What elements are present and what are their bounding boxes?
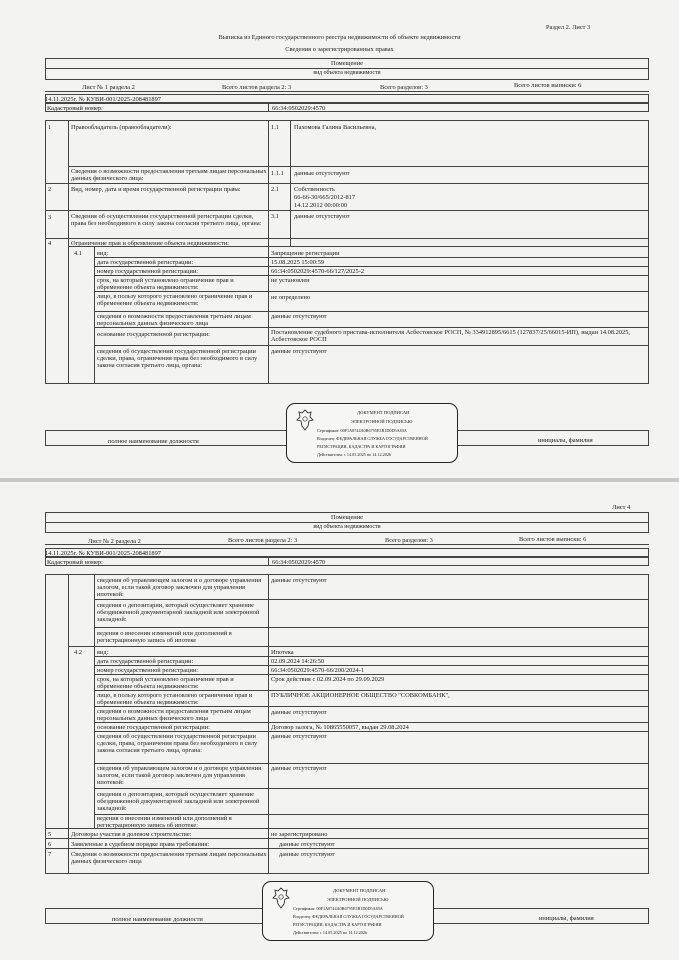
consent-value: данные отсутствуют — [271, 733, 327, 740]
sheets-in-section: Всего листов раздела 2: 3 — [222, 84, 292, 91]
row-5-value: не зарегистрировано — [271, 831, 328, 838]
term-value: Срок действия с 02.09.2024 по 29.09.2029 — [271, 676, 385, 683]
stamp-owner-cont: РЕГИСТРАЦИИ, КАДАСТРА И КАРТОГРАФИИ — [317, 444, 406, 449]
beneficiary-label: лицо, в пользу которого установлено ограничение прав и обременение объекта недвижимости: — [97, 293, 253, 307]
row-6-label: Заявленные в судебном порядке права требования: — [71, 841, 210, 848]
encumbrance-kind: Запрещение регистрации — [271, 250, 340, 257]
registration-number-label: номер государственной регистрации: — [97, 667, 199, 674]
beneficiary-value: ПУБЛИЧНОЕ АКЦИОНЕРНОЕ ОБЩЕСТВО "СОВКОМБАНК", — [271, 692, 450, 699]
row-2-label: Вид, номер, дата и время государственной регистрации права: — [71, 186, 241, 193]
e-signature-stamp — [262, 881, 434, 941]
row-4-label: Ограничение прав и обременение объекта недвижимости: — [71, 240, 230, 247]
row-2-subnumber: 2.1 — [271, 186, 279, 193]
row-1-1-subnumber: 1.1.1 — [271, 170, 284, 177]
object-kind: Помещение — [330, 514, 363, 521]
right-kind: Собственность — [294, 186, 335, 193]
term-label: срок, на который установлено ограничение прав и обременение объекта недвижимости: — [97, 277, 234, 291]
stamp-line-1: ДОКУМЕНТ ПОДПИСАН — [333, 888, 386, 893]
row-3-subnumber: 3.1 — [271, 213, 279, 220]
sheets-in-section: Всего листов раздела 2: 3 — [228, 537, 298, 544]
registration-date: 15.08.2025 15:00:59 — [271, 259, 325, 266]
beneficiary-label: лицо, в пользу которого установлено ограничение прав и обременение объекта недвижимости: — [97, 692, 253, 706]
coat-of-arms-icon — [271, 886, 291, 910]
depositary-label-2: сведения о депозитарии, который осуществляет хранение обездвиженной документарной закладной или электронной закладной: — [97, 791, 260, 812]
cadastral-label: Кадастровый номер: — [47, 105, 103, 112]
term-value: не установлен — [271, 277, 310, 284]
extract-page-sheet-4 — [0, 482, 679, 960]
e-signature-stamp — [286, 403, 458, 463]
signer-position: полное наименование должности — [112, 916, 203, 923]
consent-label: сведения об осуществлении государственной регистрации сделки, права, ограничения права без необходимого в силу закона согласия третьего лица, органа: — [97, 348, 258, 369]
sections-total: Всего разделов: 3 — [385, 537, 433, 544]
stamp-certificate: Сертификат: 00F1A8744A0B6795E5B1D0D5A83A — [317, 428, 407, 433]
basis-value: Договор залога, № 10865550057, выдан 29.08.2024 — [271, 724, 409, 731]
sheet-number: Лист № 2 раздела 2 — [88, 538, 141, 545]
registration-date-label: дата государственной регистрации: — [97, 259, 194, 266]
sheet-number: Лист № 1 раздела 2 — [82, 84, 135, 91]
coat-of-arms-icon — [295, 408, 315, 432]
registration-date-label: дата государственной регистрации: — [97, 658, 194, 665]
row-1-1-label: Сведения о возможности предоставления третьим лицам персональных данных физического лица: — [71, 168, 267, 182]
depositary-label: сведения о депозитарии, который осуществляет хранение обездвиженной документарной закладной или электронной закладной: — [97, 602, 260, 623]
object-kind-caption: вид объекта недвижимости — [313, 70, 381, 76]
row-1-label: Правообладатель (правообладатели): — [71, 124, 172, 131]
section-label: Раздел 2. Лист 3 — [546, 24, 591, 31]
stamp-certificate: Сертификат: 00F1A8744A0B6795E5B1D0D5A83A — [293, 906, 383, 911]
row-6-value: данные отсутствуют — [279, 841, 335, 848]
row-6-number: 6 — [48, 841, 52, 848]
row-3-value: данные отсутствуют — [294, 213, 350, 220]
right-date: 14.12.2012 00:00:00 — [294, 202, 348, 209]
object-kind-caption: вид объекта недвижимости — [313, 524, 381, 530]
stamp-owner: Владелец: ФЕДЕРАЛЬНАЯ СЛУЖБА ГОСУДАРСТВЕННОЙ — [293, 914, 404, 919]
document-number: 14.11.2025г. № КУВИ-001/2025-208481897 — [45, 96, 162, 103]
personal-data-value: данные отсутствуют — [271, 709, 327, 716]
stamp-validity: Действителен: с 14.05.2025 по 14.12.2026 — [317, 452, 392, 457]
stamp-line-2: ЭЛЕКТРОННОЙ ПОДПИСЬЮ — [327, 897, 389, 902]
beneficiary-value: не определено — [271, 294, 311, 301]
encumbrance-kind-label: вид: — [97, 250, 109, 257]
encumbrance-kind: Ипотека — [271, 649, 294, 656]
sheet-label: Лист 4 — [612, 504, 631, 511]
consent-label: сведения об осуществлении государственной регистрации сделки, права, ограничения права без необходимого в силу закона согласия третьего лица, органа: — [97, 733, 258, 754]
row-2-number: 2 — [48, 186, 52, 193]
personal-data-value: данные отсутствуют — [271, 313, 327, 320]
page-subtitle: Сведения о зарегистрированных правах — [285, 46, 394, 53]
row-3-number: 3 — [48, 214, 52, 221]
row-4-1-number: 4.1 — [74, 250, 82, 257]
stamp-owner: Владелец: ФЕДЕРАЛЬНАЯ СЛУЖБА ГОСУДАРСТВЕННОЙ — [317, 436, 428, 441]
row-4-2-number: 4.2 — [74, 649, 82, 656]
row-1-1-value: данные отсутствуют — [294, 170, 350, 177]
personal-data-label: сведения о возможности предоставления третьим лицам персональных данных физического лица — [97, 313, 251, 327]
consent-value: данные отсутствуют — [271, 348, 327, 355]
cadastral-number: 66:34:0502029:4570 — [272, 559, 326, 566]
encumbrance-kind-label: вид: — [97, 649, 109, 656]
pledge-manager-label: сведения об управляющем залогом и о договоре управления залогом, если такой договор заключен для управления ипотекой: — [97, 577, 262, 598]
page-title: Выписка из Единого государственного реестра недвижимости об объекте недвижимости — [218, 34, 461, 41]
cadastral-number: 66:34:0502029:4570 — [272, 105, 326, 112]
stamp-line-2: ЭЛЕКТРОННОЙ ПОДПИСЬЮ — [351, 419, 413, 424]
stamp-owner-cont: РЕГИСТРАЦИИ, КАДАСТРА И КАРТОГРАФИИ — [293, 922, 382, 927]
pledge-manager-value-2: данные отсутствуют — [271, 765, 327, 772]
basis-value: Постановление судебного пристава-исполнителя Асбестовское РОСП, № 334912895/6615 (127837/25/66015-ИП), выдан 14.08.2025, Асбестовское РОСП — [271, 329, 631, 343]
basis-label: основание государственной регистрации: — [97, 331, 210, 338]
changes-label: ведения о внесении изменений или дополнений в регистрационную запись об ипотеке — [97, 630, 232, 644]
row-5-number: 5 — [48, 831, 52, 838]
document-number: 14.11.2025г. № КУВИ-001/2025-208481897 — [45, 550, 162, 557]
row-3-label: Сведения об осуществлении государственной регистрации сделки, права без необходимого в силу закона согласия третьего лица, органа: — [71, 213, 262, 227]
term-label: срок, на который установлено ограничение прав и обременение объекта недвижимости: — [97, 676, 234, 690]
changes-label-2: ведения о внесении изменений или дополнений в регистрационную запись об ипотеке: — [97, 815, 232, 829]
signer-name: инициалы, фамилия — [539, 915, 594, 922]
sheets-total: Всего листов выписки: 6 — [519, 536, 587, 543]
sections-total: Всего разделов: 3 — [380, 84, 428, 91]
row-1-number: 1 — [48, 124, 52, 131]
stamp-validity: Действителен: с 14.05.2025 по 14.12.2026 — [293, 930, 368, 935]
pledge-manager-value: данные отсутствуют — [271, 577, 327, 584]
basis-label: основание государственной регистрации: — [97, 724, 210, 731]
row-7-value: данные отсутствуют — [279, 851, 335, 858]
rightholder-name: Пахомова Галина Васильевна, — [294, 124, 377, 131]
object-kind: Помещение — [330, 60, 363, 67]
extract-page-sheet-3 — [0, 0, 679, 478]
signer-position: полное наименование должности — [108, 438, 199, 445]
cadastral-label: Кадастровый номер: — [47, 559, 103, 566]
row-5-label: Договоры участия в долевом строительстве: — [71, 831, 192, 838]
personal-data-label: сведения о возможности предоставления третьим лицам персональных данных физического лица — [97, 708, 251, 722]
registration-date: 02.09.2024 14:26:50 — [271, 658, 325, 665]
stamp-line-1: ДОКУМЕНТ ПОДПИСАН — [357, 410, 410, 415]
right-number: 66-66-30/665/2012-817 — [294, 194, 356, 201]
signer-name: инициалы, фамилия — [538, 437, 593, 444]
row-4-number: 4 — [48, 240, 52, 247]
registration-number: 66:34:0502029:4570-66/127/2025-2 — [271, 268, 365, 275]
registration-number-label: номер государственной регистрации: — [97, 268, 199, 275]
sheets-total: Всего листов выписки: 6 — [514, 82, 582, 89]
pledge-manager-label-2: сведения об управляющем залогом и о договоре управления залогом, если такой договор заключен для управления ипотекой: — [97, 765, 262, 786]
row-1-subnumber: 1.1 — [271, 124, 279, 131]
registration-number: 66:34:0502029:4570-66/200/2024-1 — [271, 667, 365, 674]
row-7-label: Сведения о возможности предоставления третьим лицам персональных данных физического лица — [71, 851, 267, 865]
row-7-number: 7 — [48, 851, 52, 858]
